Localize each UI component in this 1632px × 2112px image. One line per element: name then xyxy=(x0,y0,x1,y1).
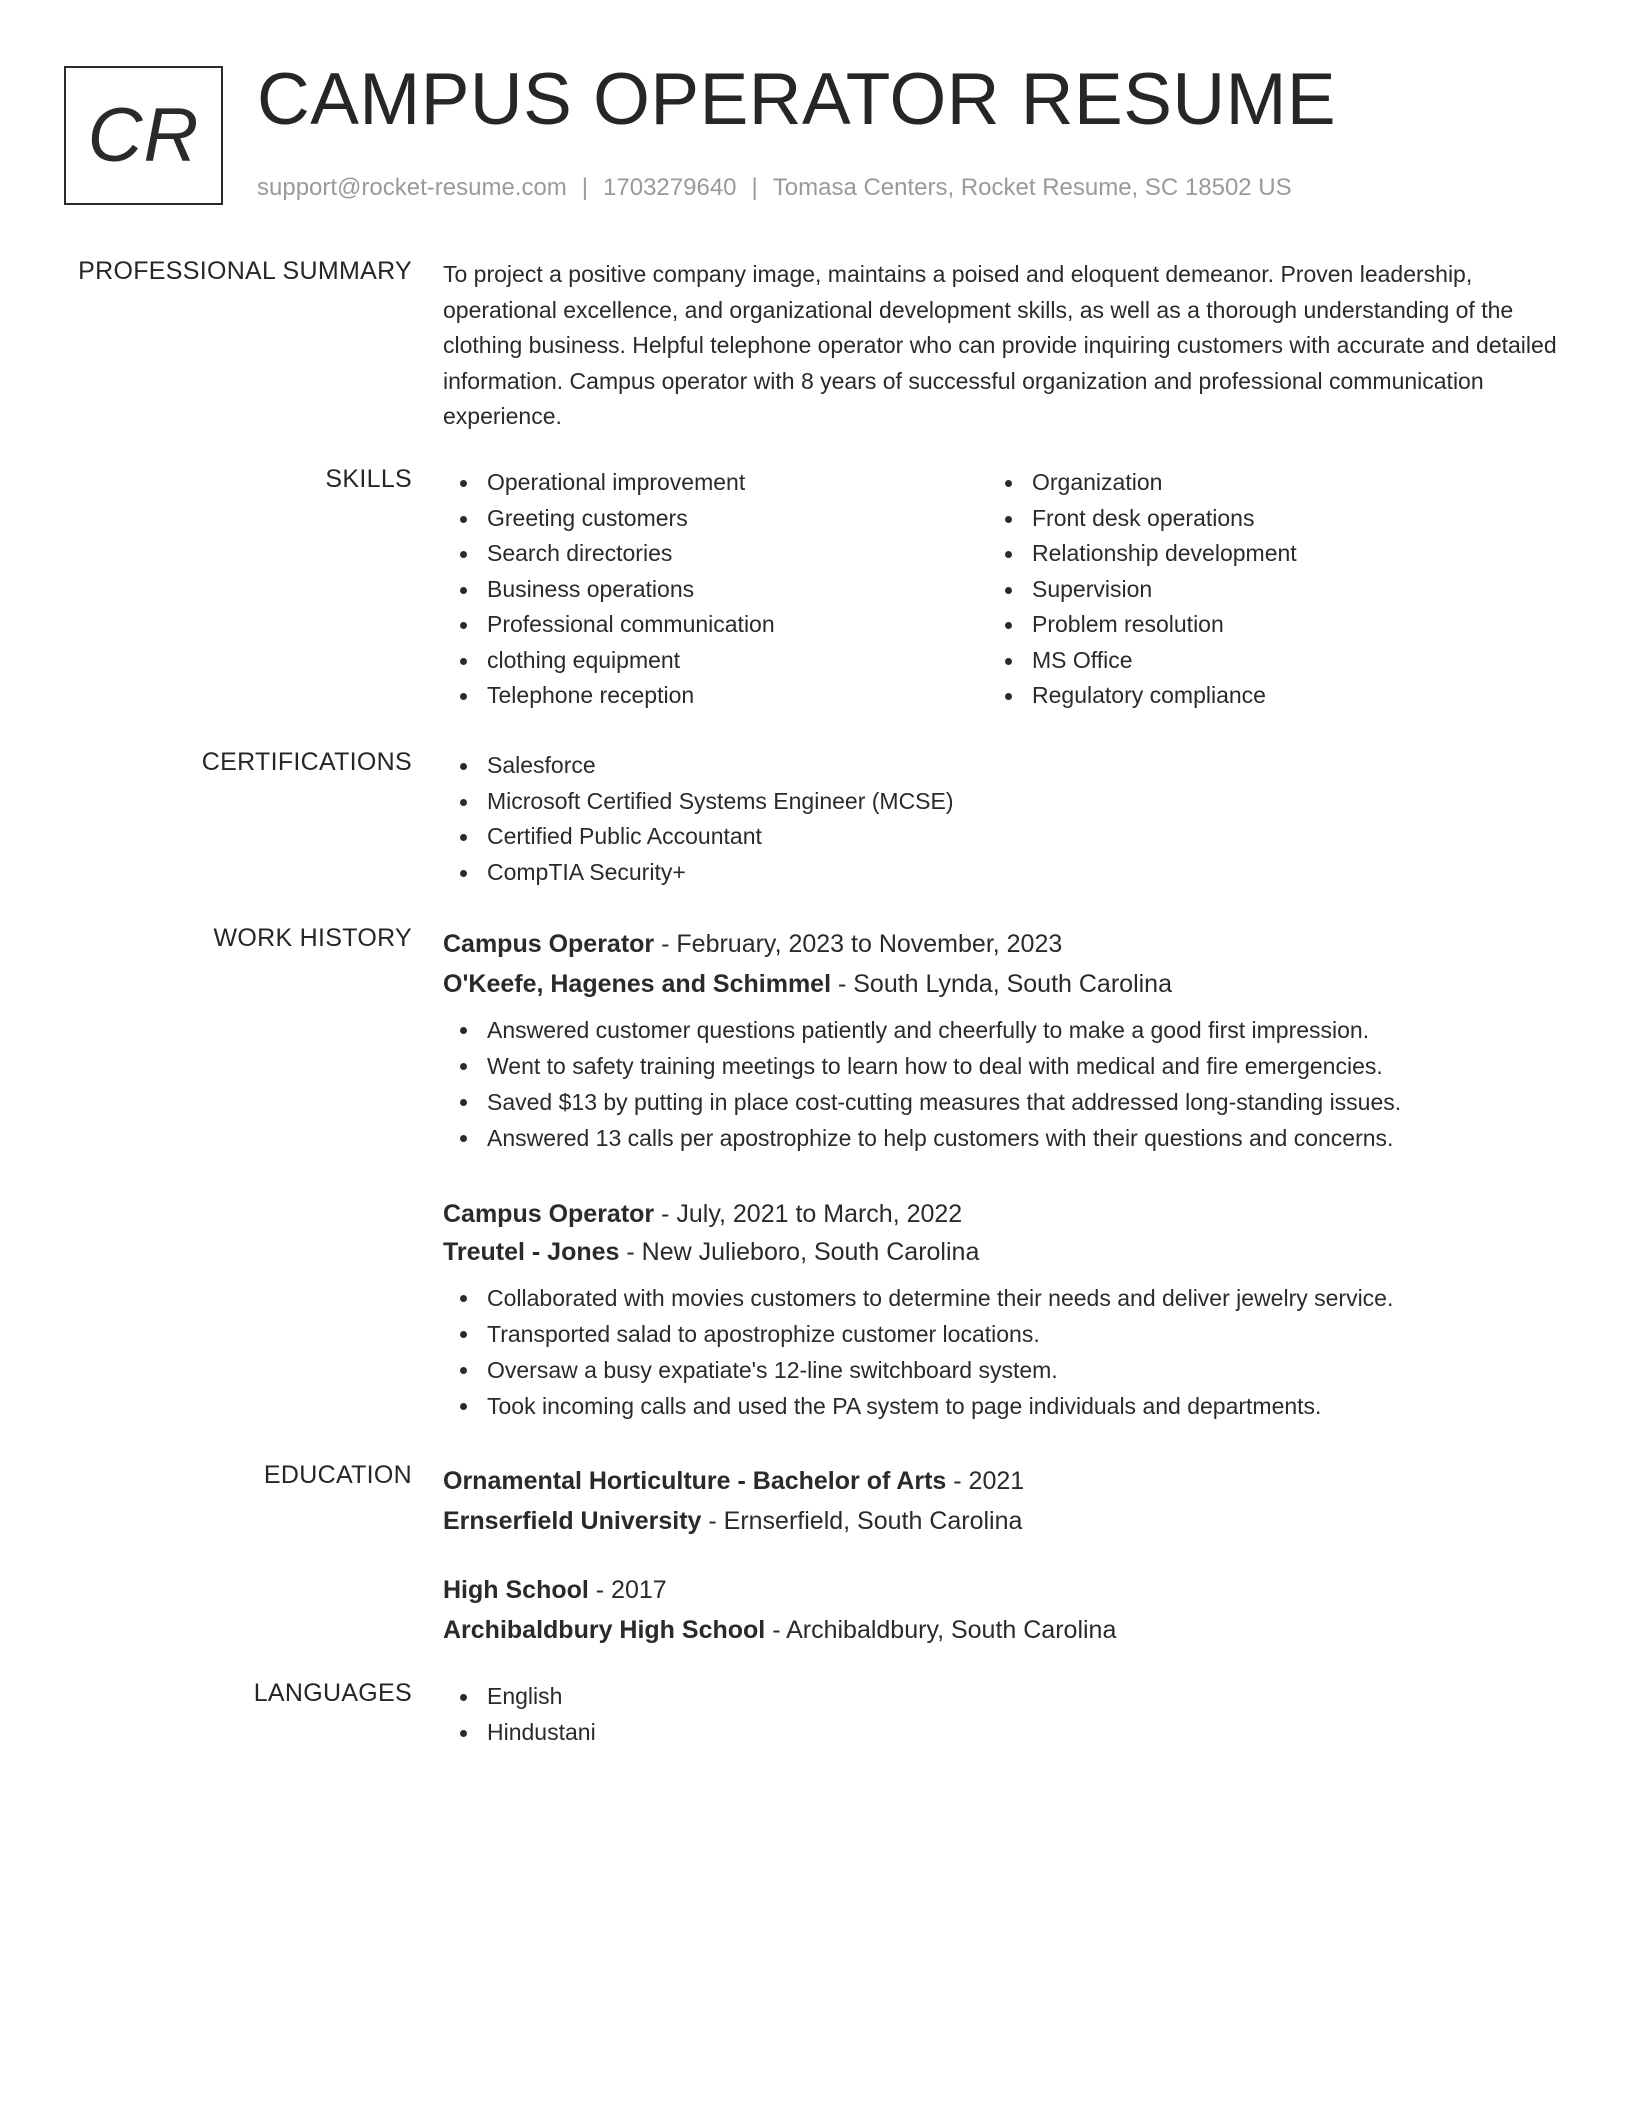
list-item: Hindustani xyxy=(443,1715,1563,1751)
job-location: - New Julieboro, South Carolina xyxy=(619,1238,980,1266)
edu-degree-line xyxy=(443,1461,1563,1501)
list-item: Relationship development xyxy=(988,536,1533,572)
section-title-education: EDUCATION xyxy=(263,1461,412,1489)
job-role-line xyxy=(443,1194,1563,1234)
contact-separator: | xyxy=(581,174,589,201)
list-item: Answered 13 calls per apostrophize to help customers with their questions and concerns. xyxy=(443,1120,1563,1156)
list-item: Business operations xyxy=(443,572,988,608)
list-item: Organization xyxy=(988,465,1533,501)
section-title-languages: LANGUAGES xyxy=(253,1679,412,1707)
job-company-line xyxy=(443,1232,1563,1272)
list-item: Problem resolution xyxy=(988,607,1533,643)
edu-location: - Ernserfield, South Carolina xyxy=(701,1507,1023,1535)
contact-line xyxy=(257,174,1292,202)
contact-address: Tomasa Centers, Rocket Resume, SC 18502 US xyxy=(772,174,1292,201)
job-location: - South Lynda, South Carolina xyxy=(831,970,1172,998)
edu-degree-line xyxy=(443,1570,1563,1610)
list-item: CompTIA Security+ xyxy=(443,855,1563,891)
job-bullets xyxy=(443,1012,1563,1156)
edu-school-line xyxy=(443,1610,1563,1650)
list-item: Greeting customers xyxy=(443,501,988,537)
list-item: Regulatory compliance xyxy=(988,678,1533,714)
list-item: English xyxy=(443,1679,1563,1715)
job-company: Treutel - Jones xyxy=(443,1238,620,1266)
edu-school: Ernserfield University xyxy=(443,1507,702,1535)
skills-list-left xyxy=(443,465,988,714)
list-item: Supervision xyxy=(988,572,1533,608)
edu-school-line xyxy=(443,1501,1563,1541)
section-title-summary: PROFESSIONAL SUMMARY xyxy=(78,257,412,285)
list-item: Search directories xyxy=(443,536,988,572)
job-role-line xyxy=(443,924,1563,964)
work-body xyxy=(443,1194,1563,1424)
section-title-certifications: CERTIFICATIONS xyxy=(201,748,412,776)
edu-year: - 2021 xyxy=(946,1467,1025,1495)
list-item: Saved $13 by putting in place cost-cutting measures that addressed long-standing issues. xyxy=(443,1084,1563,1120)
contact-separator: | xyxy=(751,174,758,201)
list-item: Salesforce xyxy=(443,748,1563,784)
list-item: Professional communication xyxy=(443,607,988,643)
list-item: Microsoft Certified Systems Engineer (MCSE) xyxy=(443,784,1563,820)
certifications-body xyxy=(443,748,1563,890)
job-role: Campus Operator xyxy=(443,930,655,958)
monogram-logo: CR xyxy=(64,66,223,205)
section-title-work: WORK HISTORY xyxy=(213,924,412,952)
job-role: Campus Operator xyxy=(443,1200,655,1228)
job-dates: - February, 2023 to November, 2023 xyxy=(654,930,1063,958)
summary-body xyxy=(443,257,1563,435)
list-item: Took incoming calls and used the PA system to page individuals and departments. xyxy=(443,1388,1563,1424)
education-body xyxy=(443,1461,1563,1541)
list-item: Front desk operations xyxy=(988,501,1533,537)
list-item: Telephone reception xyxy=(443,678,988,714)
job-dates: - July, 2021 to March, 2022 xyxy=(654,1200,963,1228)
job-company: O'Keefe, Hagenes and Schimmel xyxy=(443,970,832,998)
certifications-list xyxy=(443,748,1563,890)
job-entry xyxy=(443,924,1563,1156)
contact-phone: 1703279640 xyxy=(603,174,737,201)
languages-list xyxy=(443,1679,1563,1750)
job-bullets xyxy=(443,1280,1563,1424)
list-item: MS Office xyxy=(988,643,1533,679)
list-item: Certified Public Accountant xyxy=(443,819,1563,855)
education-body xyxy=(443,1570,1563,1650)
edu-year: - 2017 xyxy=(588,1576,667,1604)
contact-email: support@rocket-resume.com xyxy=(257,174,567,201)
edu-school: Archibaldbury High School xyxy=(443,1616,766,1644)
skills-body xyxy=(443,465,1563,714)
edu-degree: High School xyxy=(443,1576,589,1604)
edu-location: - Archibaldbury, South Carolina xyxy=(765,1616,1117,1644)
edu-degree: Ornamental Horticulture - Bachelor of Arts xyxy=(443,1467,947,1495)
resume-header xyxy=(64,59,1564,208)
job-entry xyxy=(443,1194,1563,1424)
page-title: CAMPUS OPERATOR RESUME xyxy=(257,59,1337,140)
languages-body xyxy=(443,1679,1563,1750)
summary-text: To project a positive company image, maintains a poised and eloquent demeanor. Proven leadership, operational excellence, and organizational development skills, as well as a thorough understanding of the clothing business. Helpful telephone operator who can provide inquiring customers with accurate and detailed information. Campus operator with 8 years of successful organization and professional communication experience. xyxy=(443,261,1557,429)
skills-list-right xyxy=(988,465,1533,714)
list-item: Collaborated with movies customers to determine their needs and deliver jewelry service. xyxy=(443,1280,1563,1316)
work-body xyxy=(443,924,1563,1156)
section-title-skills: SKILLS xyxy=(325,465,412,493)
list-item: Transported salad to apostrophize customer locations. xyxy=(443,1316,1563,1352)
list-item: Operational improvement xyxy=(443,465,988,501)
list-item: Answered customer questions patiently and cheerfully to make a good first impression. xyxy=(443,1012,1563,1048)
list-item: Went to safety training meetings to learn how to deal with medical and fire emergencies. xyxy=(443,1048,1563,1084)
list-item: clothing equipment xyxy=(443,643,988,679)
job-company-line xyxy=(443,964,1563,1004)
list-item: Oversaw a busy expatiate's 12-line switchboard system. xyxy=(443,1352,1563,1388)
